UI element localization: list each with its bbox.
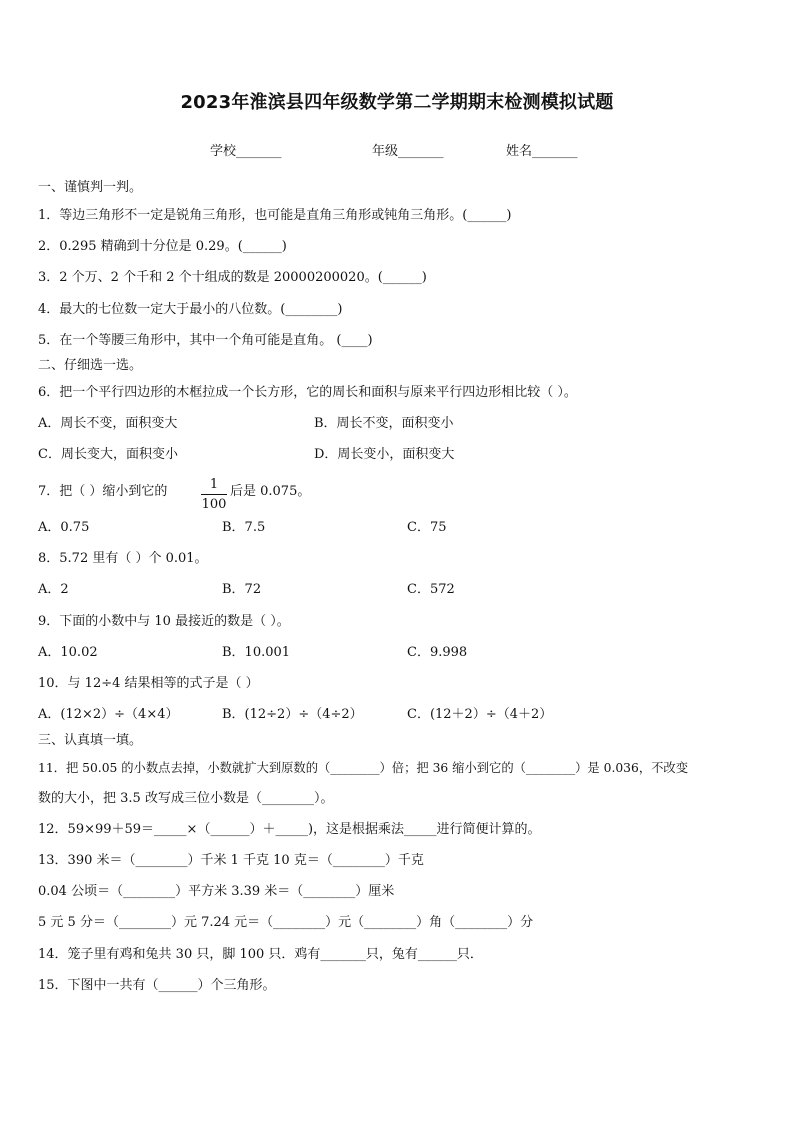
question-7-suffix: 后是 0.075。 xyxy=(230,484,311,499)
question-10-option-a: A．(12×2）÷（4×4） xyxy=(38,707,179,722)
question-15: 15．下图中一共有（______）个三角形。 xyxy=(38,978,276,993)
question-6: 6．把一个平行四边形的木框拉成一个长方形，它的周长和面积与原来平行四边形相比较（ ）。 xyxy=(38,385,577,400)
question-14: 14．笼子里有鸡和兔共 30 只，脚 100 只．鸡有_______只，兔有______只． xyxy=(38,947,483,962)
question-9-option-b: B．10.001 xyxy=(222,645,291,660)
grade-field: 年级_______ xyxy=(372,144,444,159)
section-heading-judge: 一、谨慎判一判。 xyxy=(38,180,143,195)
question-13-line-3: 5 元 5 分＝（________）元 7.24 元＝（________）元（________）角（________）分 xyxy=(38,915,534,930)
question-8-option-c: C．572 xyxy=(407,582,455,597)
question-9: 9．下面的小数中与 10 最接近的数是（ ）。 xyxy=(38,614,290,629)
school-field: 学校_______ xyxy=(210,144,282,159)
question-6-option-b: B．周长不变，面积变小 xyxy=(314,416,454,431)
fraction-one-hundredth xyxy=(201,477,227,513)
section-heading-fill: 三、认真填一填。 xyxy=(38,733,143,748)
question-5: 5．在一个等腰三角形中，其中一个角可能是直角。 (____) xyxy=(38,333,373,348)
question-6-option-c: C．周长变大，面积变小 xyxy=(38,447,178,462)
page-title: 2023年淮滨县四年级数学第二学期期末检测模拟试题 xyxy=(180,92,614,113)
question-7: 7．把（ ）缩小到它的 xyxy=(38,484,168,499)
question-3: 3．2 个万、2 个千和 2 个十组成的数是 20000200020。(______) xyxy=(38,270,427,285)
question-8-option-b: B．72 xyxy=(222,582,262,597)
question-11-line-2: 数的大小，把 3.5 改写成三位小数是（________）。 xyxy=(38,791,334,806)
question-10: 10．与 12÷4 结果相等的式子是（ ） xyxy=(38,676,259,691)
question-7-option-a: A．0.75 xyxy=(38,520,90,535)
question-11-line-1: 11．把 50.05 的小数点去掉，小数就扩大到原数的（________）倍；把 36 缩小到它的（________）是 0.036，不改变 xyxy=(38,761,689,775)
question-8: 8．5.72 里有（ ）个 0.01。 xyxy=(38,551,208,566)
section-heading-choose: 二、仔细选一选。 xyxy=(38,358,143,373)
fraction-numerator: 1 xyxy=(209,477,219,492)
name-field: 姓名_______ xyxy=(506,144,578,159)
question-7-option-c: C．75 xyxy=(407,520,447,535)
question-13-line-1: 13．390 米＝（________）千米 1 千克 10 克＝（________）千克 xyxy=(38,853,424,868)
fraction-bar xyxy=(201,494,227,495)
question-8-option-a: A．2 xyxy=(38,582,69,597)
fraction-denominator: 100 xyxy=(201,497,227,512)
question-2: 2．0.295 精确到十分位是 0.29。(______) xyxy=(38,239,287,254)
question-1: 1．等边三角形不一定是锐角三角形，也可能是直角三角形或钝角三角形。(______) xyxy=(38,208,512,223)
question-10-option-b: B．(12÷2）÷（4÷2） xyxy=(222,707,363,722)
question-4: 4．最大的七位数一定大于最小的八位数。(________) xyxy=(38,302,343,317)
question-9-option-c: C．9.998 xyxy=(407,645,468,660)
question-7-option-b: B．7.5 xyxy=(222,520,266,535)
question-13-line-2: 0.04 公顷＝（________）平方米 3.39 米＝（________）厘米 xyxy=(38,884,395,899)
question-9-option-a: A．10.02 xyxy=(38,645,98,660)
question-10-option-c: C．(12＋2）÷（4＋2） xyxy=(407,707,553,722)
question-12: 12．59×99＋59＝_____×（______）＋_____)，这是根据乘法_____进行简便计算的。 xyxy=(38,822,541,837)
question-6-option-a: A．周长不变，面积变大 xyxy=(38,416,178,431)
question-6-option-d: D．周长变小，面积变大 xyxy=(314,447,455,462)
